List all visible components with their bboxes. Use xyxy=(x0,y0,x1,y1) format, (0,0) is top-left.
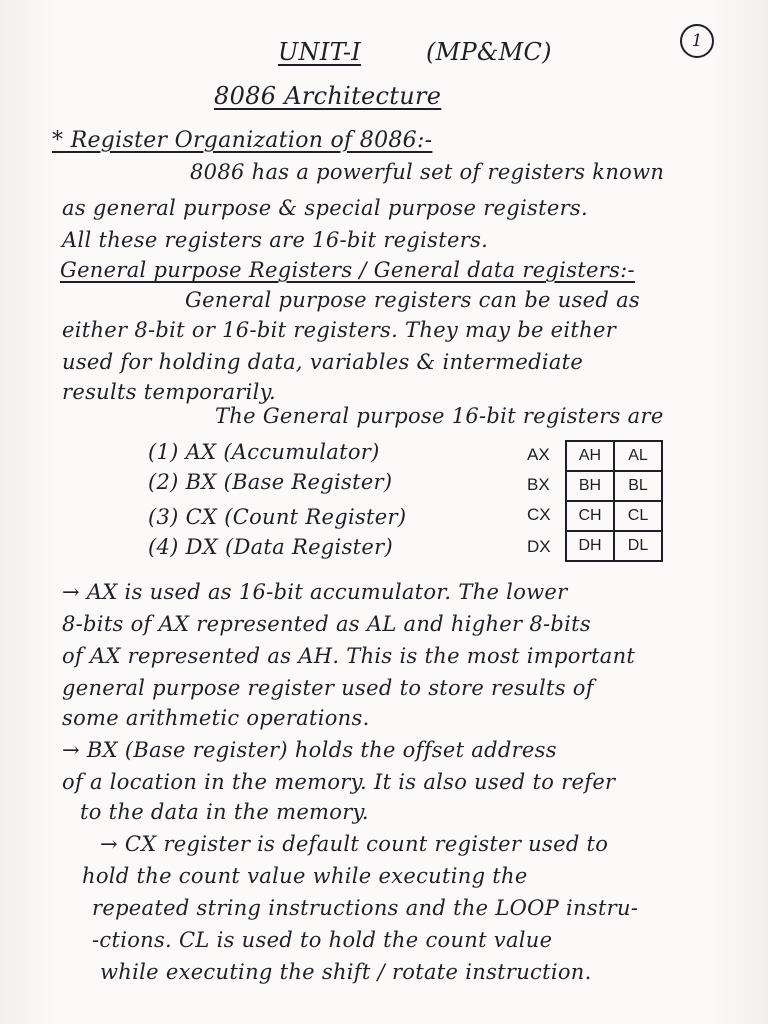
text-line: either 8-bit or 16-bit registers. They may be either xyxy=(62,318,617,342)
text-line: repeated string instructions and the LOOP instru- xyxy=(92,896,639,920)
register-high-byte: CH xyxy=(566,501,614,531)
register-high-byte: BH xyxy=(566,471,614,501)
text-line: hold the count value while executing the xyxy=(82,864,528,888)
text-line: results temporarily. xyxy=(62,380,277,404)
text-line: as general purpose & special purpose registers. xyxy=(62,196,588,220)
table-row xyxy=(566,531,662,561)
register-row-label: AX xyxy=(527,445,550,464)
text-line: 8-bits of AX represented as AL and higher 8-bits xyxy=(62,612,591,636)
register-row-label: DX xyxy=(527,537,551,556)
table-row xyxy=(566,501,662,531)
text-line: -ctions. CL is used to hold the count value xyxy=(92,928,553,952)
register-high-byte: DH xyxy=(566,531,614,561)
register-row-label: BX xyxy=(527,475,550,494)
text-line: → AX is used as 16-bit accumulator. The lower xyxy=(62,580,568,604)
text-line: General purpose registers can be used as xyxy=(185,288,641,312)
register-row-label: CX xyxy=(527,505,551,524)
page-title: 8086 Architecture xyxy=(214,82,442,110)
register-list-item: (1) AX (Accumulator) xyxy=(148,440,380,464)
text-line: used for holding data, variables & intermediate xyxy=(62,350,584,374)
text-line: general purpose register used to store results of xyxy=(62,676,594,700)
unit-label: UNIT-I xyxy=(278,38,362,66)
register-low-byte: DL xyxy=(614,531,662,561)
subsection-heading: General purpose Registers / General data registers:- xyxy=(60,258,635,282)
text-line: → BX (Base register) holds the offset address xyxy=(62,738,557,762)
register-low-byte: CL xyxy=(614,501,662,531)
text-line: All these registers are 16-bit registers. xyxy=(62,228,489,252)
register-high-byte: AH xyxy=(566,441,614,471)
text-line: The General purpose 16-bit registers are xyxy=(215,404,664,428)
subject-label: (MP&MC) xyxy=(426,38,552,66)
text-line: of a location in the memory. It is also used to refer xyxy=(62,770,616,794)
register-list-item: (3) CX (Count Register) xyxy=(148,505,407,529)
page-number: 1 xyxy=(680,24,714,58)
register-table xyxy=(565,440,663,562)
text-line: some arithmetic operations. xyxy=(62,706,370,730)
table-row xyxy=(566,471,662,501)
register-low-byte: AL xyxy=(614,441,662,471)
text-line: 8086 has a powerful set of registers known xyxy=(190,160,665,184)
text-line: → CX register is default count register used to xyxy=(100,832,609,856)
text-line: while executing the shift / rotate instruction. xyxy=(100,960,592,984)
section-heading: * Register Organization of 8086:- xyxy=(52,128,433,153)
text-line: of AX represented as AH. This is the most important xyxy=(62,644,636,668)
table-row xyxy=(566,441,662,471)
text-line: to the data in the memory. xyxy=(80,800,369,824)
register-list-item: (2) BX (Base Register) xyxy=(148,470,393,494)
register-low-byte: BL xyxy=(614,471,662,501)
register-list-item: (4) DX (Data Register) xyxy=(148,535,393,559)
